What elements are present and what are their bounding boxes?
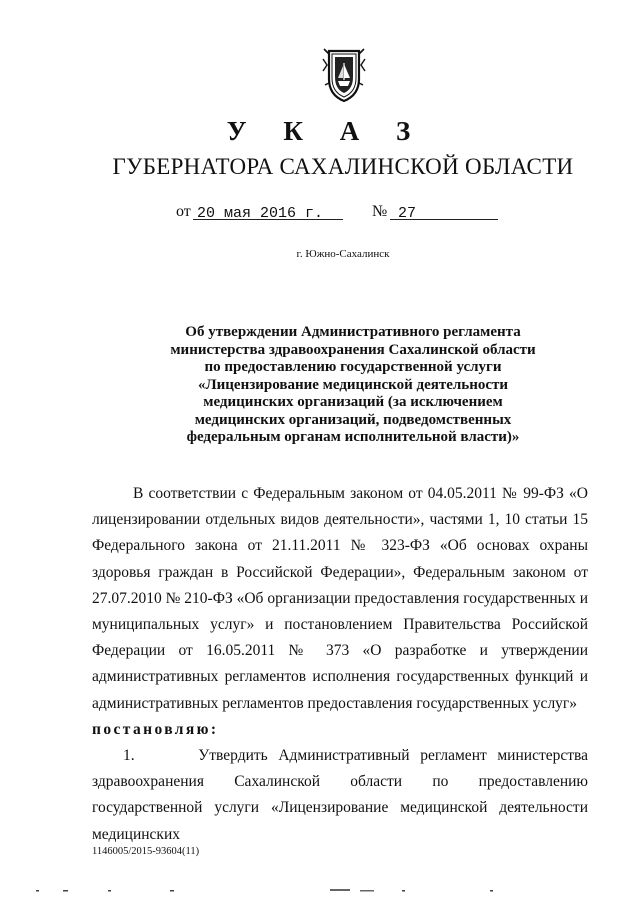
date-prefix: от — [176, 203, 191, 220]
decree-word: постановляю: — [92, 720, 219, 738]
title-line: Об утверждении Административного регламента — [185, 324, 521, 340]
document-title — [0, 324, 640, 447]
title-line: медицинских организаций (за исключением — [203, 394, 503, 410]
title-line: по предоставлению государственной услуги — [204, 359, 502, 375]
title-line: медицинских организаций, подведомственных — [194, 411, 512, 428]
decree-title: У К А З — [226, 116, 426, 146]
document-code: 1146005/2015-93604(11) — [92, 846, 200, 857]
number-value: 27 — [398, 205, 417, 222]
scan-artifacts — [0, 888, 640, 894]
title-line: федеральным органам исполнительной власти)» — [186, 429, 520, 445]
coat-of-arms-emblem — [321, 45, 367, 103]
document-body — [92, 481, 588, 848]
title-line: министерства здравоохранения Сахалинской области — [170, 341, 536, 358]
issuer-subtitle: ГУБЕРНАТОРА САХАЛИНСКОЙ ОБЛАСТИ — [112, 154, 574, 179]
city-line: г. Южно-Сахалинск — [296, 248, 390, 260]
item-1-paragraph: 1. Утвердить Административный регламент министерства здравоохранения Сахалинской области по предоставлению государственной услуги «Лицензирование медицинской деятельности медицинских — [92, 747, 588, 843]
preamble-paragraph: В соответствии с Федеральным законом от 04.05.2011 № 99-ФЗ «О лицензировании отдельных видов деятельности», частями 1, 10 статьи 15 Федерального закона от 21.11.2011 № 323-ФЗ «Об основах охраны здоровья граждан в Российской Федерации», Федеральным законом от 27.07.2010 № 210-ФЗ «Об организации предоставления государственных и муниципальных услуг» и постановлением Правительства Российской Федерации от 16.05.2011 № 373 «О разработке и утверждении административных регламентов исполнения государственных функций и административных регламентов предоставления государственных услуг» — [92, 485, 588, 712]
date-value: 20 мая 2016 г. — [197, 205, 324, 222]
number-prefix: № — [372, 203, 388, 220]
title-line: «Лицензирование медицинской деятельности — [197, 376, 509, 393]
